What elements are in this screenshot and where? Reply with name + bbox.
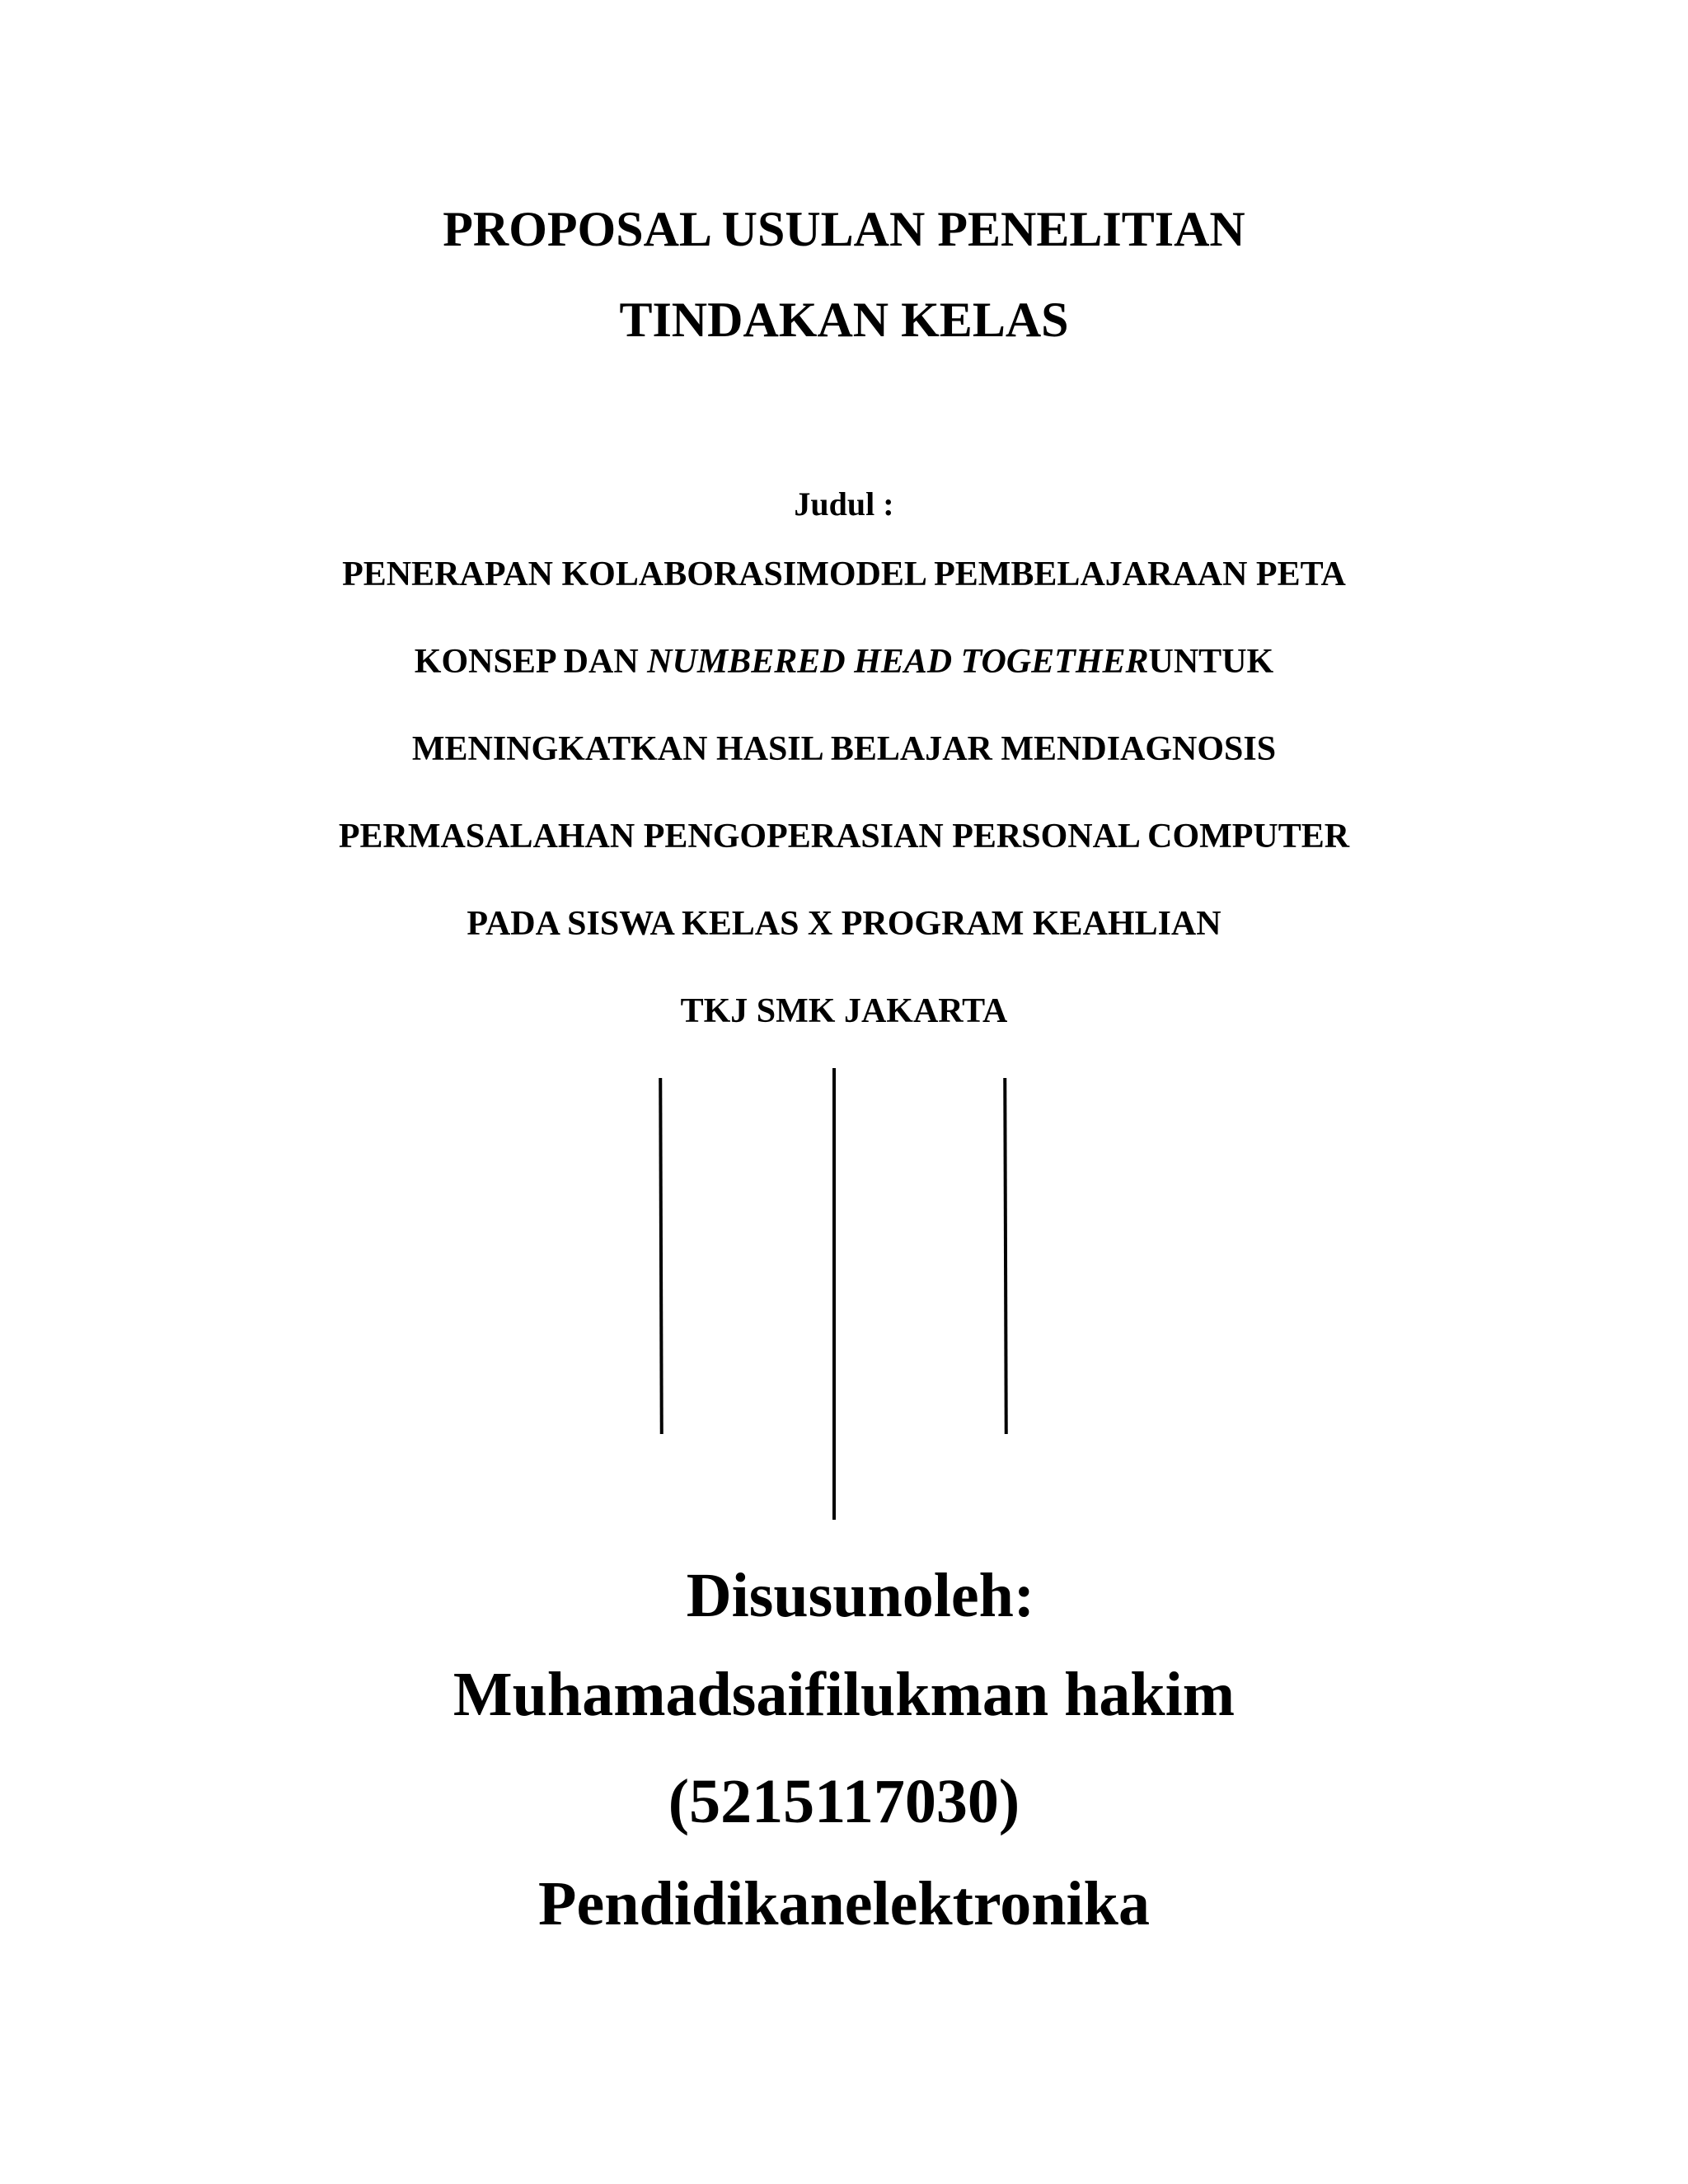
subject-line-6: TKJ SMK JAKARTA [680,992,1008,1030]
vertical-line-right [1003,1078,1008,1434]
subject-line-1: PENERAPAN KOLABORASIMODEL PEMBELAJARAAN PETA [342,555,1346,593]
vertical-line-center [832,1068,836,1520]
subject-line-2-start: KONSEP DAN [414,643,648,681]
subject-line-4: PERMASALAHAN PENGOPERASIAN PERSONAL COMPUTER [338,818,1350,855]
subject-line-2-italic: NUMBERED HEAD TOGETHER [647,643,1149,681]
subject-line-5: PADA SISWA KELAS X PROGRAM KEAHLIAN [467,905,1221,943]
author-program: Pendidikanelektronika [538,1869,1150,1938]
subject-line-2 [0,644,1688,679]
title-line-2: TINDAKAN KELAS [619,293,1069,347]
title-line-1: PROPOSAL USULAN PENELITIAN [443,202,1245,256]
author-label: Disusunoleh: [686,1561,1035,1630]
subject-line-3: MENINGKATKAN HASIL BELAJAR MENDIAGNOSIS [411,730,1277,768]
vertical-line-left [659,1078,663,1434]
author-id: (5215117030) [668,1767,1020,1836]
subject-line-2-end: UNTUK [1148,643,1274,681]
judul-label: Judul : [794,485,894,523]
author-name: Muhamadsaifilukman hakim [452,1660,1236,1729]
